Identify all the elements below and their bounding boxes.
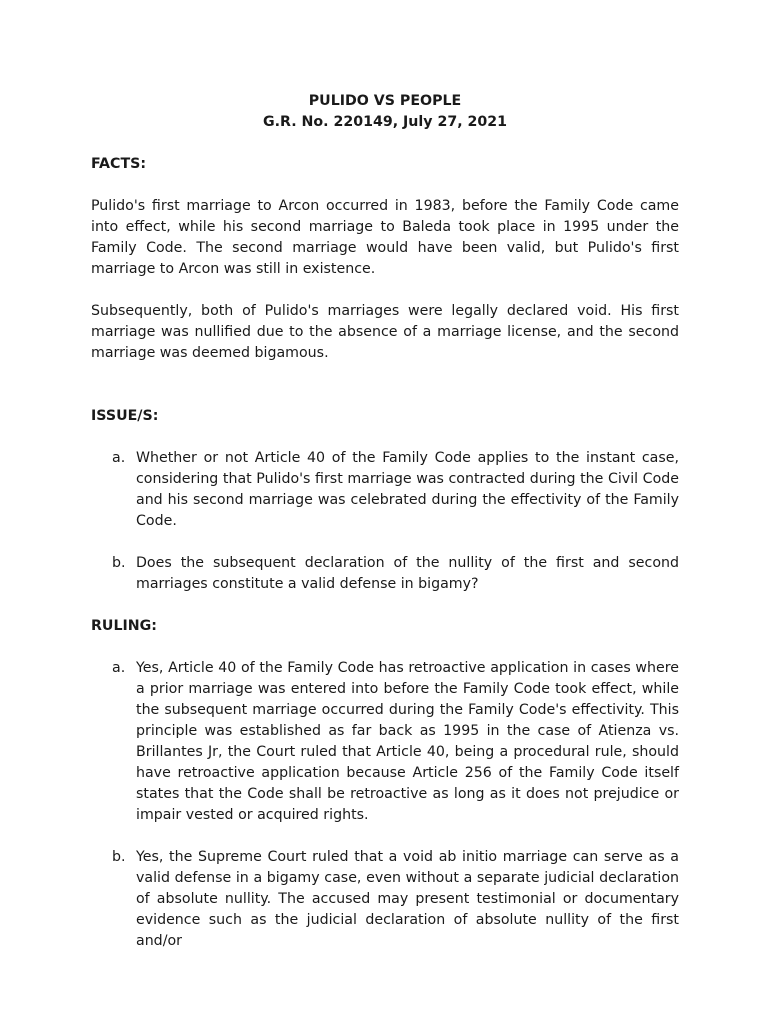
ruling-item bbox=[91, 847, 679, 952]
ruling-item bbox=[91, 658, 679, 826]
case-title: PULIDO VS PEOPLE bbox=[308, 93, 462, 109]
issue-text: Whether or not Article 40 of the Family Code applies to the instant case, considering that Pulido's first marriage was contracted during the Civil Code and his second marriage was celebrated during the effectivity of the Family Code. bbox=[136, 450, 679, 529]
document-page bbox=[91, 91, 679, 952]
list-marker: a. bbox=[112, 660, 126, 676]
list-marker: a. bbox=[112, 450, 126, 466]
issue-text: Does the subsequent declaration of the nullity of the first and second marriages constitute a valid defense in bigamy? bbox=[136, 555, 679, 592]
facts-heading: FACTS: bbox=[91, 156, 147, 172]
case-citation: G.R. No. 220149, July 27, 2021 bbox=[262, 114, 508, 130]
ruling-heading: RULING: bbox=[91, 618, 157, 634]
facts-paragraph: Subsequently, both of Pulido's marriages were legally declared void. His first marriage was nullified due to the absence of a marriage license, and the second marriage was deemed bigamous. bbox=[91, 303, 679, 361]
ruling-text: Yes, the Supreme Court ruled that a void ab initio marriage can serve as a valid defense in a bigamy case, even without a separate judicial declaration of absolute nullity. The accused may present testimonial or documentary evidence such as the judicial declaration of absolute nullity of the first and/or bbox=[136, 849, 679, 949]
list-marker: b. bbox=[112, 555, 126, 571]
issue-item bbox=[91, 448, 679, 532]
facts-paragraph: Pulido's first marriage to Arcon occurred in 1983, before the Family Code came into effect, while his second marriage to Baleda took place in 1995 under the Family Code. The second marriage would have been valid, but Pulido's first marriage to Arcon was still in existence. bbox=[91, 198, 679, 277]
ruling-text: Yes, Article 40 of the Family Code has retroactive application in cases where a prior marriage was entered into before the Family Code took effect, while the subsequent marriage occurred during the Family Code's effectivity. This principle was established as far back as 1995 in the case of Atienza vs. Brillantes Jr, the Court ruled that Article 40, being a procedural rule, should have retroactive application because Article 256 of the Family Code itself states that the Code shall be retroactive as long as it does not prejudice or impair vested or acquired rights. bbox=[136, 660, 679, 823]
list-marker: b. bbox=[112, 849, 126, 865]
issues-heading: ISSUE/S: bbox=[91, 408, 159, 424]
issue-item bbox=[91, 553, 679, 595]
